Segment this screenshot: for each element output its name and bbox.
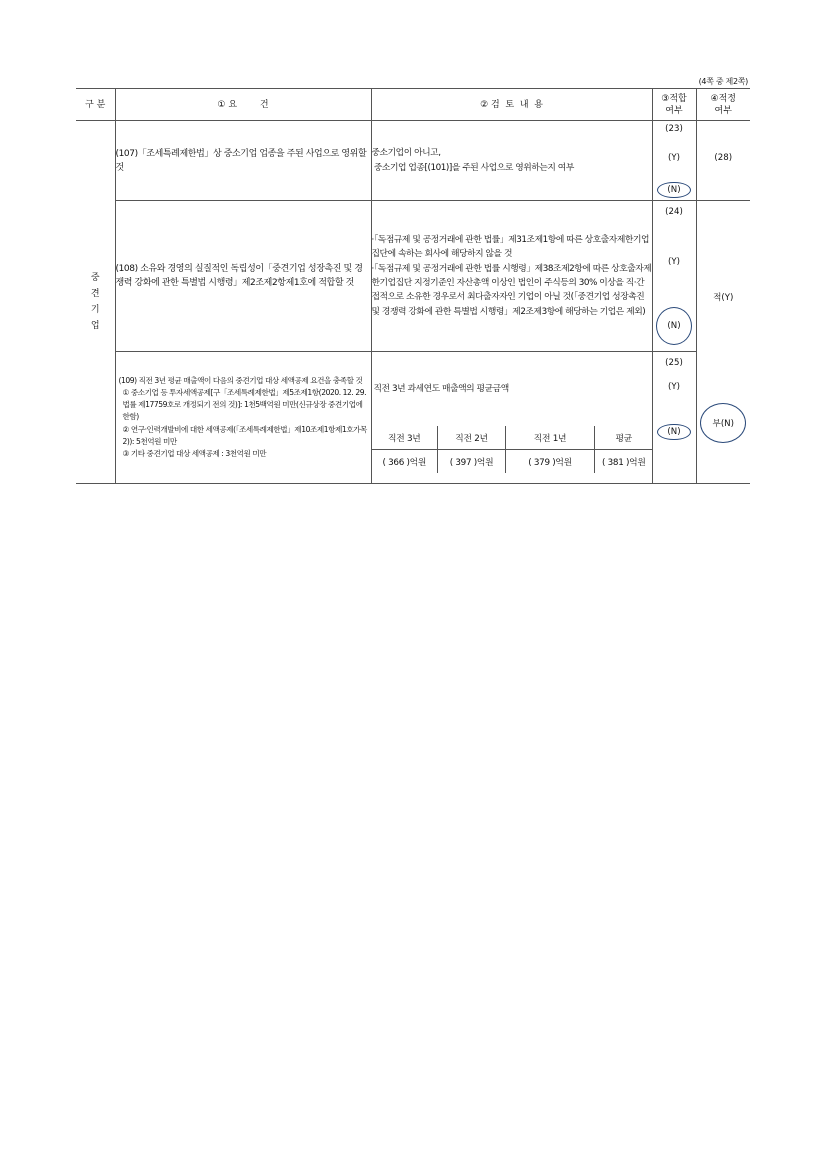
sales-amount: ( 379 )억원 — [506, 450, 595, 474]
review-form-table — [76, 88, 750, 484]
review-109 — [371, 352, 652, 484]
header-suitability — [696, 89, 750, 121]
header-compliance-line2: 여부 — [665, 105, 683, 116]
review-108 — [371, 201, 652, 352]
review-108-para2: ·「독점규제 및 공정거래에 관한 법률 시행령」제38조제2항에 따른 상호출자제한기업집단 지정기준인 자산총액 이상인 법인이 주식등의 30% 이상을 직·간접적으로 소유한 경우로서 최다출자자인 기업이 아닐 것(「중견기업 성장촉진 및 경쟁력 강화에 관한 특별법 시행령」제2조제3항에 해당하는 기업은 제외) — [371, 263, 652, 317]
category-char: 견 — [90, 289, 100, 299]
sales-amount: ( 397 )억원 — [438, 450, 506, 474]
sales-table — [372, 426, 653, 473]
category-char: 기 — [90, 305, 100, 315]
header-suitability-line1: ④적정 — [710, 93, 736, 104]
compliance-107-no-circled: (N) — [657, 182, 690, 198]
review-108-para1: ·「독점규제 및 공정거래에 관한 법률」제31조제1항에 따른 상호출자제한기업집단에 속하는 회사에 해당하지 않을 것 — [371, 235, 650, 260]
compliance-107-code: (23) — [665, 123, 683, 134]
header-compliance-line1: ③적합 — [661, 93, 687, 104]
header-category: 구 분 — [76, 89, 115, 121]
requirement-109-line1: (109) 직전 3년 평균 매출액이 다음의 중견기업 대상 세액공제 요건을 충족할 것 — [118, 375, 363, 385]
compliance-108-no-circled: (N) — [656, 307, 692, 345]
suitability-no-circled: 부(N) — [700, 403, 746, 443]
review-107 — [371, 121, 652, 201]
category-cell — [76, 121, 115, 484]
compliance-109 — [652, 352, 696, 484]
sales-year-label: 직전 3년 — [372, 426, 438, 450]
requirement-109-line2: ① 중소기업 등 투자세액공제[구「조세특례제한법」제5조제1항(2020. 12. 29. 법률 제17759호로 개정되기 전의 것)]: 1천5백억원 미만(신규상장 중견기업에 한함) — [122, 387, 367, 422]
header-requirement: ① 요 건 — [115, 89, 371, 121]
requirement-109 — [115, 352, 371, 484]
sales-year-label: 직전 2년 — [438, 426, 506, 450]
review-107-line1: 중소기업이 아니고, — [371, 148, 441, 159]
row-107 — [76, 121, 750, 201]
requirement-109-line3: ② 연구·인력개발비에 대한 세액공제(「조세특례제한법」제10조제1항제1호가목2)): 5천억원 미만 — [122, 424, 367, 446]
suitability-yes: 적(Y) — [713, 293, 734, 303]
row-108 — [76, 201, 750, 352]
requirement-108: (108) 소유와 경영의 실질적인 독립성이「중견기업 성장촉진 및 경쟁력 강화에 관한 특별법 시행령」제2조제2항제1호에 적합할 것 — [115, 201, 371, 352]
review-109-text: 직전 3년 과세연도 매출액의 평균금액 — [373, 383, 509, 394]
category-char: 중 — [90, 273, 100, 283]
header-review: ② 검 토 내 용 — [371, 89, 652, 121]
page-indicator: (4쪽 중 제2쪽) — [698, 77, 748, 86]
compliance-109-code: (25) — [665, 358, 683, 368]
sales-year-row — [372, 426, 653, 450]
suitability-108-109 — [696, 201, 750, 484]
requirement-109-line4: ③ 기타 중견기업 대상 세액공제 : 3천억원 미만 — [122, 449, 267, 458]
header-row — [76, 89, 750, 121]
sales-amount: ( 381 )억원 — [595, 450, 653, 474]
requirement-107: (107)「조세특례제한법」상 중소기업 업종을 주된 사업으로 영위할 것 — [115, 121, 371, 201]
compliance-107 — [652, 121, 696, 201]
header-suitability-line2: 여부 — [714, 105, 732, 116]
category-char: 업 — [90, 321, 100, 331]
compliance-107-yes: (Y) — [668, 152, 680, 163]
header-compliance — [652, 89, 696, 121]
sales-amount-row — [372, 450, 653, 474]
review-107-line2: 중소기업 업종[(101)]을 주된 사업으로 영위하는지 여부 — [371, 162, 574, 173]
compliance-108-yes: (Y) — [668, 257, 680, 267]
sales-amount: ( 366 )억원 — [372, 450, 438, 474]
compliance-109-yes: (Y) — [668, 382, 680, 392]
compliance-108 — [652, 201, 696, 352]
compliance-109-no-circled: (N) — [657, 424, 690, 440]
suitability-107: (28) — [696, 121, 750, 201]
compliance-108-code: (24) — [665, 207, 683, 217]
row-109 — [76, 352, 750, 484]
sales-year-label: 평균 — [595, 426, 653, 450]
sales-year-label: 직전 1년 — [506, 426, 595, 450]
